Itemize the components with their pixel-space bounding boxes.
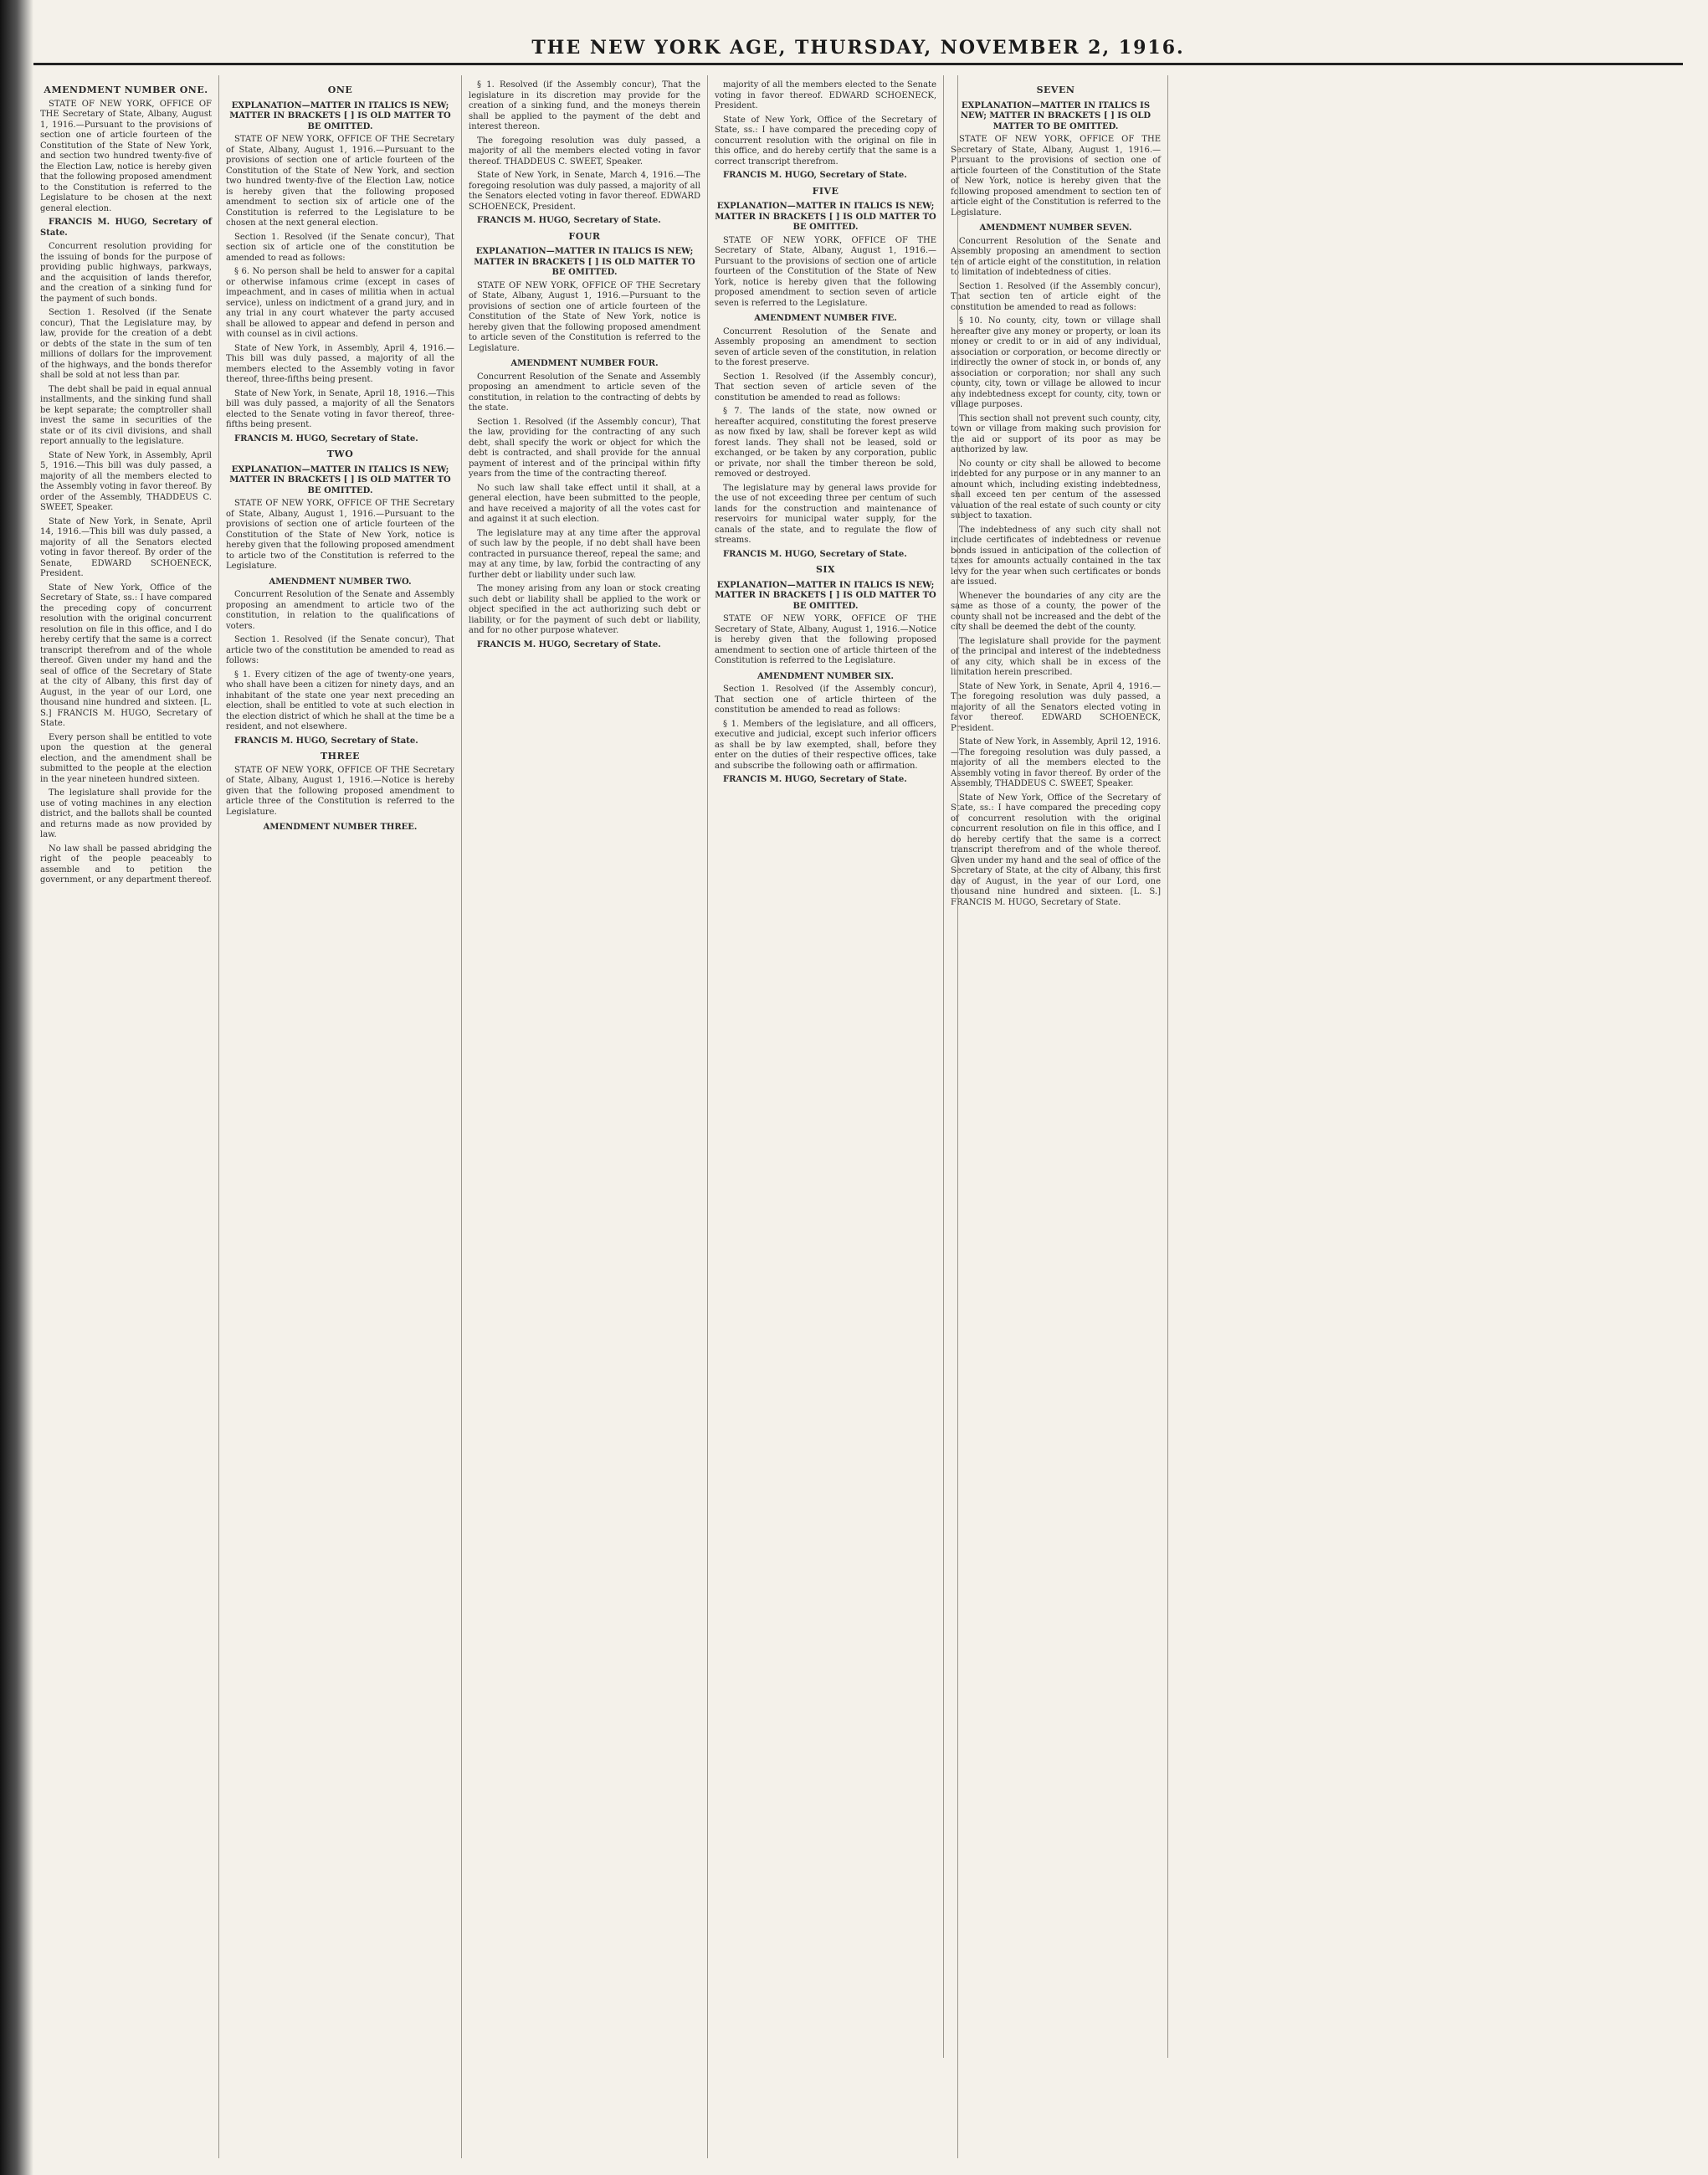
col5-heading: SEVEN [1036, 85, 1075, 95]
col4-heading-six: SIX [815, 564, 836, 575]
col4-heading: FIVE [812, 185, 839, 197]
col3-para: The foregoing resolution was duly passed, a majority of all the members elected voting in favor thereof. THADDEUS C. SWEET, Speaker. [469, 136, 700, 167]
col2-para: § 1. Every citizen of the age of twenty-one years, who shall have been a citizen for ninety days, and an inhabitant of the state one year next preceding an election, shall be entitled to vote at such election in the election district of which he shall at the time be a resident, and not elsewhere. [226, 669, 454, 731]
col5-para: Whenever the boundaries of any city are the same as those of a county, the power of the county shall not be increased and the debt of the city shall be deemed the debt of the county. [951, 591, 1161, 632]
col2-para: § 6. No person shall be held to answer for a capital or otherwise infamous crime (except in cases of impeachment, and in cases of militia when in actual service), unless on indictment of a grand jury, and in any trial in any court whatever the party accused shall be allowed to appear and defend in person and with counsel as in civil actions. [226, 267, 454, 339]
col1-para: Concurrent resolution providing for the issuing of bonds for the purpose of providing public highways, parkways, and the acquisition of lands therefor, and the creation of a sinking fund for the payment of such bonds. [40, 242, 212, 304]
col2-para: STATE OF NEW YORK, OFFICE OF THE Secretary of State, Albany, August 1, 1916.—Pursuant to the provisions of section one of article fourteen of the Constitution of the State of New York, and section two hundred twenty-five of the Election Law, notice is hereby given that the following proposed amendment to section six of article one of the Constitution is referred to the Legislature to be chosen at the next general election. [226, 135, 454, 228]
col1-heading: AMENDMENT NUMBER ONE. [44, 85, 208, 95]
col4-subheading-six: EXPLANATION—MATTER IN ITALICS IS NEW; MATTER IN BRACKETS [ ] IS OLD MATTER TO BE OMITTED. [715, 580, 936, 611]
col3-para: No such law shall take effect until it shall, at a general election, have been submitted to the people, and have received a majority of all the votes cast for and against it at such election. [469, 483, 700, 524]
column-3 [462, 75, 708, 2158]
col4-para: Concurrent Resolution of the Senate and Assembly proposing an amendment to section seven of article seven of the constitution, in relation to the forest preserve. [715, 326, 936, 367]
col2-amendment-three: AMENDMENT NUMBER THREE. [263, 823, 418, 832]
masthead [33, 32, 1683, 65]
col2-para: FRANCIS M. HUGO, Secretary of State. [234, 433, 418, 444]
column-5 [944, 75, 1168, 2058]
col4-para: § 1. Members of the legislature, and all officers, executive and judicial, except such inferior officers as shall be by law exempted, shall, before they enter on the duties of their respective offices, take and subscribe the following oath or affirmation. [715, 719, 936, 771]
col1-para: STATE OF NEW YORK, OFFICE OF THE Secretary of State, Albany, August 1, 1916.—Pursuant to the provisions of section one of article fourteen of the Constitution of the State of New York, and section two hundred twenty-five of the Election Law, notice is hereby given that the following proposed amendment to the Constitution is referred to the Legislature to be chosen at the next general election. [40, 99, 212, 213]
col2-amendment-two: AMENDMENT NUMBER TWO. [269, 577, 412, 587]
col4-para: STATE OF NEW YORK, OFFICE OF THE Secretary of State, Albany, August 1, 1916.—Notice is hereby given that the following proposed amendment to section one of article thirteen of the Constitution is referred to the Legislature. [715, 614, 936, 665]
col2-para: State of New York, in Assembly, April 4, 1916.—This bill was duly passed, a majority of all the members elected to the Assembly voting in favor thereof, three-fifths being present. [226, 343, 454, 384]
col3-para: FRANCIS M. HUGO, Secretary of State. [477, 639, 661, 649]
col2-para: Concurrent Resolution of the Senate and Assembly proposing an amendment to article two of the constitution, in relation to the qualifications of voters. [226, 590, 454, 631]
col5-para: No county or city shall be allowed to become indebted for any purpose or in any manner to an amount which, including existing indebtedness, shall exceed ten per centum of the assessed valuation of the real estate of such county or city subject to taxation. [951, 459, 1161, 521]
col1-para: The legislature shall provide for the use of voting machines in any election district, and the ballots shall be counted and returns made as now provided by law. [40, 788, 212, 839]
scan-edge-shadow [0, 0, 33, 2175]
col3-para: State of New York, in Senate, March 4, 1916.—The foregoing resolution was duly passed, a majority of all the Senators elected voting in favor thereof. EDWARD SCHOENECK, President. [469, 171, 700, 212]
col4-para: Section 1. Resolved (if the Assembly concur), That section one of article thirteen of the constitution be amended to read as follows: [715, 685, 936, 715]
col3-para: Section 1. Resolved (if the Assembly concur), That the law, providing for the contracting of any such debt, shall specify the work or object for which the debt is contracted, and shall provide for the annual payment of interest and of the principal within fifty years from the time of the contracting thereof. [469, 417, 700, 479]
col2-para: State of New York, in Senate, April 18, 1916.—This bill was duly passed, a majority of all the Senators elected to the Senate voting in favor thereof, three-fifths being present. [226, 388, 454, 429]
column-4 [708, 75, 944, 2058]
column-2 [219, 75, 462, 2158]
col2-para: STATE OF NEW YORK, OFFICE OF THE Secretary of State, Albany, August 1, 1916.—Notice is hereby given that the following proposed amendment to article three of the Constitution is referred to the Legislature. [226, 765, 454, 817]
col5-para: The indebtedness of any such city shall not include certificates of indebtedness or revenue bonds issued in anticipation of the collection of taxes for amounts actually contained in the tax levy for the year when such certificates or bonds are issued. [951, 525, 1161, 587]
col1-para: The debt shall be paid in equal annual installments, and the sinking fund shall be kept separate; the comptroller shall invest the same in securities of the state or of its civil divisions, and shall report annually to the legislature. [40, 384, 212, 446]
col5-para: Section 1. Resolved (if the Assembly concur), That section ten of article eight of the constitution be amended to read as follows: [951, 281, 1161, 312]
col4-para: FRANCIS M. HUGO, Secretary of State. [723, 549, 907, 559]
col2-para: FRANCIS M. HUGO, Secretary of State. [234, 736, 418, 746]
col3-para: Concurrent Resolution of the Senate and Assembly proposing an amendment to article seven of the constitution, in relation to the contracting of debts by the state. [469, 372, 700, 413]
col2-para: Section 1. Resolved (if the Senate concur), That article two of the constitution be amended to read as follows: [226, 635, 454, 665]
col2-para: STATE OF NEW YORK, OFFICE OF THE Secretary of State, Albany, August 1, 1916.—Pursuant to the provisions of section one of article fourteen of the Constitution of the State of New York, notice is hereby given that the following proposed amendment to article two of the Constitution is referred to the Legislature. [226, 499, 454, 571]
col5-para: State of New York, Office of the Secretary of State, ss.: I have compared the preceding copy of concurrent resolution with the original concurrent resolution on file in this office, and I do hereby certify that the same is a correct transcript therefrom and of the whole thereof. Given under my hand and the seal of office of the Secretary of State, at the city of Albany, this first day of August, in the year of our Lord, one thousand nine hundred and sixteen. [L. S.] FRANCIS M. HUGO, Secretary of State. [951, 793, 1161, 907]
spacer-100 [944, 75, 957, 2158]
col5-para: The legislature shall provide for the payment of the principal and interest of the indebtedness of any city, which shall be in excess of the limitation herein prescribed. [951, 636, 1161, 677]
col4-amendment-six: AMENDMENT NUMBER SIX. [757, 671, 894, 681]
col2-subheading-two: EXPLANATION—MATTER IN ITALICS IS NEW; MATTER IN BRACKETS [ ] IS OLD MATTER TO BE OMITTED. [229, 464, 451, 495]
col4-amendment-five: AMENDMENT NUMBER FIVE. [754, 314, 897, 323]
col4-para: Section 1. Resolved (if the Assembly concur), That section seven of article seven of the constitution be amended to read as follows: [715, 372, 936, 403]
col4-para: The legislature may by general laws provide for the use of not exceeding three per centum of such lands for the construction and maintenance of reservoirs for municipal water supply, for the canals of the state, and to regulate the flow of streams. [715, 483, 936, 545]
col2-heading-two: TWO [326, 449, 354, 459]
masthead-title: THE NEW YORK AGE, THURSDAY, NOVEMBER 2, 1916. [531, 36, 1185, 59]
col1-para: State of New York, in Senate, April 14, 1916.—This bill was duly passed, a majority of all the Senators elected voting in favor thereof. By order of the Senate, EDWARD SCHOENECK, President. [40, 516, 212, 578]
col3-para: The legislature may at any time after the approval of such law by the people, if no debt shall have been contracted in pursuance thereof, repeal the same; and may at any time, by law, forbid the contracting of any further debt or liability under such law. [469, 528, 700, 580]
col5-subheading: EXPLANATION—MATTER IN ITALICS IS NEW; MATTER IN BRACKETS [ ] IS OLD MATTER TO BE OMITTED. [960, 100, 1151, 131]
col4-para: STATE OF NEW YORK, OFFICE OF THE Secretary of State, Albany, August 1, 1916.—Pursuant to the provisions of section one of article fourteen of the Constitution of the State of New York, notice is hereby given that the following proposed amendment to section seven of article seven is referred to the Legislature. [715, 235, 936, 308]
col3-para: The money arising from any loan or stock creating such debt or liability shall be applied to the work or object specified in the act authorizing such debt or liability, or for the payment of such debt or liability, and for no other purpose whatever. [469, 584, 700, 635]
col1-para: No law shall be passed abridging the right of the people peaceably to assemble and to petition the government, or any department thereof. [40, 844, 212, 885]
col2-para: Section 1. Resolved (if the Senate concur), That section six of article one of the constitution be amended to read as follows: [226, 232, 454, 263]
col1-para: Section 1. Resolved (if the Senate concur), That the Legislature may, by law, provide for the creation of a debt or debts of the state in the sum of ten millions of dollars for the improvement of the highways, and the bonds therefor shall be sold at not less than par. [40, 308, 212, 380]
col3-para: STATE OF NEW YORK, OFFICE OF THE Secretary of State, Albany, August 1, 1916.—Pursuant to the provisions of section one of article fourteen of the Constitution of the State of New York, notice is hereby given that the following proposed amendment to article seven of the Constitution is referred to the Legislature. [469, 280, 700, 353]
col4-para: § 7. The lands of the state, now owned or hereafter acquired, constituting the forest preserve as now fixed by law, shall be forever kept as wild forest lands. They shall not be leased, sold or exchanged, or be taken by any corporation, public or private, nor shall the timber thereon be sold, removed or destroyed. [715, 407, 936, 479]
col4-para: majority of all the members elected to the Senate voting in favor thereof. EDWARD SCHOENECK, President. [715, 80, 936, 110]
col5-para: Concurrent Resolution of the Senate and Assembly proposing an amendment to section ten of article eight of the constitution, in relation to limitation of indebtedness of cities. [951, 236, 1161, 277]
col3-para: § 1. Resolved (if the Assembly concur), That the legislature in its discretion may provide for the creation of a sinking fund, and the moneys therein shall be applied to the payment of the debt and interest thereon. [469, 80, 700, 131]
col5-para: § 10. No county, city, town or village shall hereafter give any money or property, or loan its money or credit to or in aid of any individual, association or corporation, or become directly or indirectly the owner of stock in, or bonds of, any association or corporation; nor shall any such county, city, town or village be allowed to incur any indebtedness except for county, city, town or village purposes. [951, 316, 1161, 409]
col4-para: FRANCIS M. HUGO, Secretary of State. [723, 171, 907, 180]
col5-para: STATE OF NEW YORK, OFFICE OF THE Secretary of State, Albany, August 1, 1916.—Pursuant to the provisions of section one of article fourteen of the Constitution of the State of New York, notice is hereby given that the following proposed amendment to section ten of article eight of the Constitution is referred to the Legislature. [951, 135, 1161, 218]
col3-amendment-four: AMENDMENT NUMBER FOUR. [510, 359, 659, 368]
col3-para: FRANCIS M. HUGO, Secretary of State. [477, 216, 661, 225]
col5-para: This section shall not prevent such county, city, town or village from making such provision for the aid or support of its poor as may be authorized by law. [951, 413, 1161, 454]
col1-para: State of New York, Office of the Secretary of State, ss.: I have compared the preceding copy of concurrent resolution with the original concurrent resolution on file in this office, and I do hereby certify that the same is a correct transcript therefrom and of the whole thereof. Given under my hand and the seal of office of the Secretary of State at the city of Albany, this first day of August, in the year of our Lord, one thousand nine hundred and sixteen. [L. S.] FRANCIS M. HUGO, Secretary of State. [40, 582, 212, 728]
col4-subheading: EXPLANATION—MATTER IN ITALICS IS NEW; MATTER IN BRACKETS [ ] IS OLD MATTER TO BE OMITTED. [715, 202, 936, 232]
col5-para: State of New York, in Senate, April 4, 1916.—The foregoing resolution was duly passed, a majority of all the Senators elected voting in favor thereof. EDWARD SCHOENECK, President. [951, 681, 1161, 733]
col2-subheading: EXPLANATION—MATTER IN ITALICS IS NEW; MATTER IN BRACKETS [ ] IS OLD MATTER TO BE OMITTED. [229, 100, 451, 131]
col4-para: FRANCIS M. HUGO, Secretary of State. [723, 775, 907, 784]
col1-para: Every person shall be entitled to vote upon the question at the general election, and the amendment shall be submitted to the people at the election in the year nineteen hundred sixteen. [40, 732, 212, 784]
col5-para: State of New York, in Assembly, April 12, 1916.—The foregoing resolution was duly passed, a majority of all the members elected to the Assembly voting in favor thereof. By order of the Assembly, THADDEUS C. SWEET, Speaker. [951, 737, 1161, 788]
col5-amendment-seven: AMENDMENT NUMBER SEVEN. [979, 223, 1132, 233]
col2-heading-three: THREE [321, 751, 360, 762]
col1-para: FRANCIS M. HUGO, Secretary of State. [40, 218, 212, 238]
col2-heading: ONE [327, 85, 353, 95]
col3-subheading: EXPLANATION—MATTER IN ITALICS IS NEW; MATTER IN BRACKETS [ ] IS OLD MATTER TO BE OMITTED. [474, 247, 695, 277]
col1-para: State of New York, in Assembly, April 5, 1916.—This bill was duly passed, a majority of all the members elected to the Assembly voting in favor thereof. By order of the Assembly, THADDEUS C. SWEET, Speaker. [40, 450, 212, 512]
col3-heading: FOUR [568, 230, 601, 242]
col4-para: State of New York, Office of the Secretary of State, ss.: I have compared the preceding copy of concurrent resolution with the original on file in this office, and do hereby certify that the same is a correct transcript therefrom. [715, 115, 936, 167]
column-1 [33, 75, 219, 2158]
